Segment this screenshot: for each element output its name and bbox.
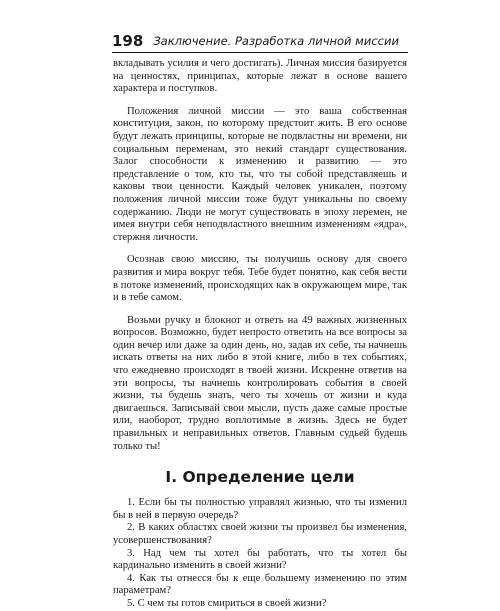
- page-header: [112, 30, 408, 53]
- page-body: [113, 58, 407, 611]
- paragraph: вкладывать усилия и чего достигать). Личная миссия базируется на ценностях, принципах, которые лежат в основе вашего характера и поступков.: [113, 58, 407, 95]
- running-title: Заключение. Разработка личной миссии: [153, 34, 399, 48]
- page-number: 198: [112, 32, 144, 50]
- question-item: 4. Как ты отнесся бы к еще большему изменению по этим параметрам?: [113, 572, 407, 597]
- question-item: 2. В каких областях своей жизни ты произвел бы изменения, усовершенствования?: [113, 522, 407, 546]
- paragraph: Положения личной миссии — это ваша собственная конституция, закон, по которому предстоит жить. В его основе будут лежать принципы, которые не подвластны ни времени, ни социальным переменам, это некий стандарт существования. Залог способности к изменению и развитию — это представление о том, кто ты, что ты собой представляешь и каковы твои ценности. Каждый человек уникален, поэтому положения личной миссии тоже будут уникальны по своему содержанию. Люди не могут существовать в эпоху перемен, не имея внутри себя неподвластного внешним изменениям «ядра», стержня личности.: [113, 105, 407, 243]
- paragraph: Осознав свою миссию, ты получишь основу для своего развития и мира вокруг тебя. Тебе будет понятно, как себя вести в потоке изменений, происходящих как в окружающем мире, так и в тебе самом.: [113, 254, 407, 304]
- section-heading: I. Определение цели: [165, 468, 355, 487]
- paragraph: Возьми ручку и блокнот и ответь на 49 важных жизненных вопросов. Возможно, будет непросто ответить на все вопросы за один вечер или даже за один день, но, задав их себе, ты начнешь искать ответы на них либо в этой книге, либо в тех событиях, что ежедневно происходят в твоей жизни. Искренне ответив на эти вопросы, ты начнешь контролировать события в своей жизни, ты будешь знать, чего ты хочешь от жизни и куда двигаешься. Записывай свои мысли, пусть даже самые простые или, наоборот, трудно воплотимые в жизнь. Здесь не будет правильных и неправильных ответов. Главным судьей будешь только ты!: [113, 314, 407, 452]
- question-item: 5. С чем ты готов смириться в своей жизни?: [127, 597, 327, 609]
- question-item: 3. Над чем ты хотел бы работать, что ты хотел бы кардинально изменить в своей жизни?: [113, 547, 407, 572]
- question-item: 1. Если бы ты полностью управлял жизнью, что ты изменил бы в ней в первую очередь?: [113, 497, 407, 521]
